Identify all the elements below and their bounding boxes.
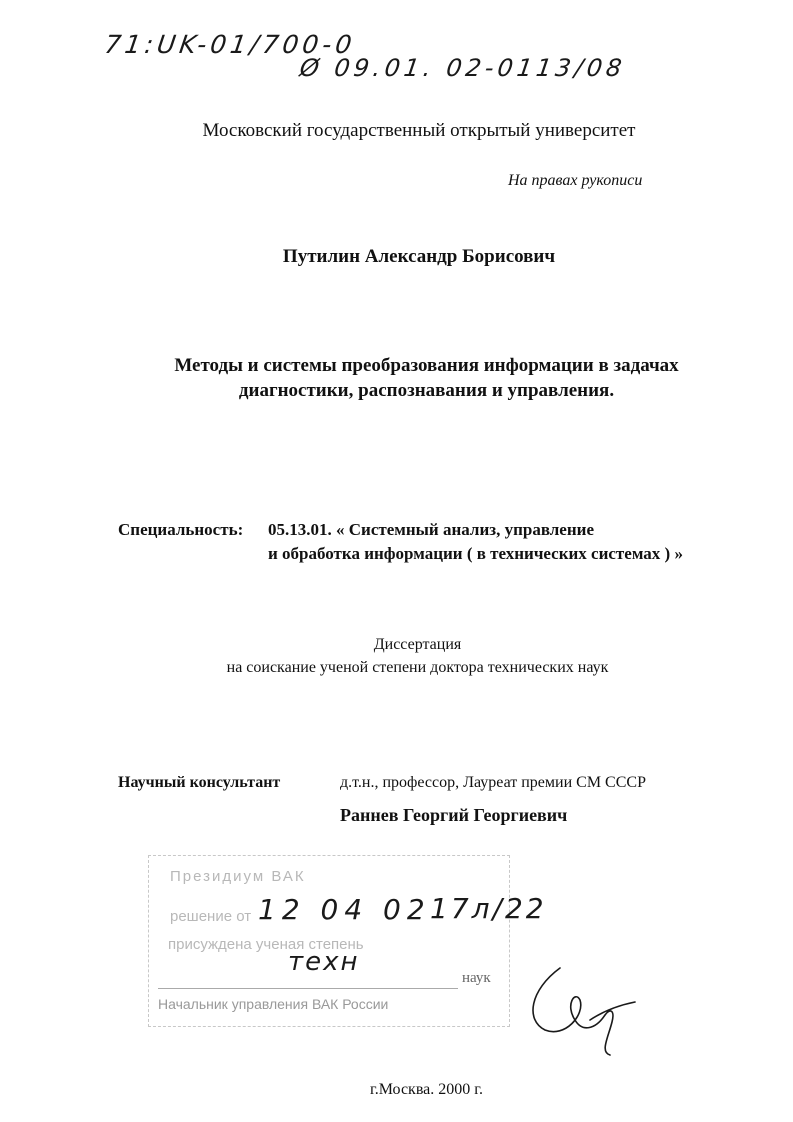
author-name: Путилин Александр Борисович [282,246,556,267]
handwritten-registry-code-secondary: Ø 09.01. 02-0113/08 [298,54,628,82]
stamp-sci-word: наук [462,970,491,986]
dissertation-title-line-1: Методы и системы преобразования информации в задачах [174,355,679,376]
stamp-handwritten-date: 12 04 02 [258,893,431,926]
stamp-handwritten-word: техн [288,947,360,977]
specialty-line-1: 05.13.01. « Системный анализ, управление [268,520,594,539]
dissertation-title-line-2: диагностики, распознавания и управления. [238,380,615,401]
dissertation-type: Диссертация [373,636,462,653]
rights-note: На правах рукописи [508,172,643,189]
stamp-line-4: Начальник управления ВАК России [158,996,389,1012]
university-name: Московский государственный открытый университет [202,120,636,141]
specialty-line-2: и обработка информации ( в технических системах ) » [268,544,683,563]
signature-image [520,960,640,1060]
handwritten-registry-code: 71:UK-01/700-0 [102,30,358,59]
advisor-title: д.т.н., профессор, Лауреат премии СМ СССР [340,774,646,791]
stamp-divider [158,988,458,989]
stamp-line-2: решение от [170,908,252,925]
advisor-label: Научный консультант [118,774,281,791]
stamp-line-1: Президиум ВАК [170,868,306,885]
stamp-handwritten-number: 17л/22 [430,892,547,925]
dissertation-degree: на соискание ученой степени доктора технических наук [226,659,609,676]
specialty-label: Специальность: [118,520,244,539]
advisor-name: Раннев Георгий Георгиевич [340,805,568,825]
city-year: г.Москва. 2000 г. [369,1081,484,1098]
stamp-line-3: присуждена ученая степень [168,936,364,953]
